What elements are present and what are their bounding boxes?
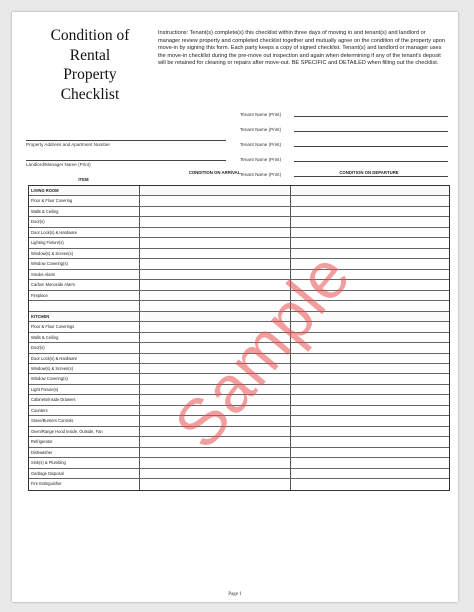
section-header-row xyxy=(29,186,449,196)
item-label: Window(s) & Screen(s) xyxy=(29,364,140,373)
tenant-name-field[interactable] xyxy=(240,109,448,118)
column-header-arrival: CONDITION ON ARRIVAL xyxy=(188,170,241,175)
arrival-condition-cell[interactable] xyxy=(140,259,291,268)
departure-condition-cell[interactable] xyxy=(291,259,449,268)
table-row xyxy=(29,217,449,227)
departure-condition-cell[interactable] xyxy=(291,427,449,436)
item-label: Walls & Ceiling xyxy=(29,333,140,342)
property-address-field[interactable]: Property Address and Apartment Number xyxy=(26,140,226,147)
departure-condition-cell[interactable] xyxy=(291,354,449,363)
table-row xyxy=(29,364,449,374)
item-label: Dishwasher xyxy=(29,448,140,457)
tenant-name-field[interactable] xyxy=(240,154,448,163)
arrival-condition-cell[interactable] xyxy=(140,291,291,300)
arrival-condition-cell[interactable] xyxy=(140,322,291,331)
item-label: KITCHEN xyxy=(29,312,140,321)
checklist-page xyxy=(12,12,458,602)
item-label: Oven/Range Hood Inside, Outside, Fan xyxy=(29,427,140,436)
arrival-condition-cell[interactable] xyxy=(140,364,291,373)
arrival-condition-cell[interactable] xyxy=(140,280,291,289)
departure-condition-cell[interactable] xyxy=(291,437,449,446)
tenant-name-label: Tenant Name (Print) xyxy=(240,172,282,177)
arrival-condition-cell[interactable] xyxy=(140,395,291,404)
tenant-name-label: Tenant Name (Print) xyxy=(240,157,282,162)
item-label: Refrigerator xyxy=(29,437,140,446)
table-row xyxy=(29,395,449,405)
departure-condition-cell[interactable] xyxy=(291,406,449,415)
arrival-condition-cell[interactable] xyxy=(140,228,291,237)
table-row xyxy=(29,354,449,364)
departure-condition-cell[interactable] xyxy=(291,280,449,289)
tenant-name-field[interactable] xyxy=(240,124,448,133)
item-label: Fireplace xyxy=(29,291,140,300)
arrival-condition-cell[interactable] xyxy=(140,301,291,310)
item-label: Window Covering(s) xyxy=(29,259,140,268)
departure-condition-cell[interactable] xyxy=(291,312,449,321)
departure-condition-cell[interactable] xyxy=(291,291,449,300)
table-row xyxy=(29,196,449,206)
item-label: Stove/Burners Controls xyxy=(29,416,140,425)
table-row xyxy=(29,469,449,479)
arrival-condition-cell[interactable] xyxy=(140,207,291,216)
departure-condition-cell[interactable] xyxy=(291,228,449,237)
section-header-row xyxy=(29,312,449,322)
departure-condition-cell[interactable] xyxy=(291,374,449,383)
departure-condition-cell[interactable] xyxy=(291,385,449,394)
departure-condition-cell[interactable] xyxy=(291,217,449,226)
item-label: Garbage Disposal xyxy=(29,469,140,478)
title-line: Checklist xyxy=(60,85,120,103)
column-header-item: ITEM xyxy=(78,177,89,182)
departure-condition-cell[interactable] xyxy=(291,196,449,205)
arrival-condition-cell[interactable] xyxy=(140,238,291,247)
departure-condition-cell[interactable] xyxy=(291,395,449,404)
item-label: Cabinets/Inside Drawers xyxy=(29,395,140,404)
arrival-condition-cell[interactable] xyxy=(140,374,291,383)
table-row xyxy=(29,249,449,259)
tenant-name-label: Tenant Name (Print) xyxy=(240,142,282,147)
departure-condition-cell[interactable] xyxy=(291,186,449,195)
arrival-condition-cell[interactable] xyxy=(140,270,291,279)
table-row xyxy=(29,385,449,395)
arrival-condition-cell[interactable] xyxy=(140,333,291,342)
column-header-departure: CONDITION ON DEPARTURE xyxy=(339,170,399,175)
table-row xyxy=(29,301,449,311)
page-number: Page 1 xyxy=(228,592,242,597)
title-line: Condition of xyxy=(50,27,130,44)
arrival-condition-cell[interactable] xyxy=(140,196,291,205)
arrival-condition-cell[interactable] xyxy=(140,427,291,436)
table-row xyxy=(29,448,449,458)
arrival-condition-cell[interactable] xyxy=(140,249,291,258)
table-row xyxy=(29,343,449,353)
arrival-condition-cell[interactable] xyxy=(140,312,291,321)
arrival-condition-cell[interactable] xyxy=(140,385,291,394)
item-label: LIVING ROOM xyxy=(29,186,140,195)
arrival-condition-cell[interactable] xyxy=(140,343,291,352)
item-label: Door(s) xyxy=(29,343,140,352)
tenant-name-label: Tenant Name (Print) xyxy=(240,127,282,132)
arrival-condition-cell[interactable] xyxy=(140,479,291,489)
instructions-text: Instructions: Tenant(s) complete(s) this checklist within three days of moving in and tenant(s) and landlord or manager review property and completed checklist together and mutually agree on the condition of the property upon move-in by signing this form. Each party keeps a copy of signed checklist. Tenant(s) and landlord or manager uses the move-in checklist during the pre-move out inspection and again when determining if any of the tenant's deposit will be retained for cleaning or repairs after move-out. BE SPECIFIC and DETAILED when filling out the checklist. xyxy=(158,30,446,67)
title-line: Rental xyxy=(69,46,111,64)
item-label: Door(s) xyxy=(29,217,140,226)
arrival-condition-cell[interactable] xyxy=(140,217,291,226)
departure-condition-cell[interactable] xyxy=(291,448,449,457)
departure-condition-cell[interactable] xyxy=(291,458,449,467)
document-title xyxy=(30,26,150,104)
item-label: Walls & Ceiling xyxy=(29,207,140,216)
arrival-condition-cell[interactable] xyxy=(140,469,291,478)
arrival-condition-cell[interactable] xyxy=(140,448,291,457)
departure-condition-cell[interactable] xyxy=(291,469,449,478)
departure-condition-cell[interactable] xyxy=(291,322,449,331)
departure-condition-cell[interactable] xyxy=(291,343,449,352)
departure-condition-cell[interactable] xyxy=(291,270,449,279)
table-row xyxy=(29,228,449,238)
item-label: Floor & Floor Covering xyxy=(29,196,140,205)
table-row xyxy=(29,322,449,332)
departure-condition-cell[interactable] xyxy=(291,364,449,373)
item-label: Smoke Alarm xyxy=(29,270,140,279)
departure-condition-cell[interactable] xyxy=(291,238,449,247)
item-label: Window(s) & Screen(s) xyxy=(29,249,140,258)
table-row xyxy=(29,270,449,280)
table-row xyxy=(29,291,449,301)
table-row xyxy=(29,280,449,290)
item-label: Carbon Monoxide Alarm xyxy=(29,280,140,289)
table-row xyxy=(29,207,449,217)
departure-condition-cell[interactable] xyxy=(291,249,449,258)
table-row xyxy=(29,374,449,384)
table-row xyxy=(29,458,449,468)
item-label xyxy=(29,301,140,310)
table-row xyxy=(29,238,449,248)
arrival-condition-cell[interactable] xyxy=(140,458,291,467)
item-label: Fire Extinguisher xyxy=(29,479,140,489)
departure-condition-cell[interactable] xyxy=(291,207,449,216)
checklist-table xyxy=(28,185,450,491)
table-row xyxy=(29,406,449,416)
departure-condition-cell[interactable] xyxy=(291,333,449,342)
item-label: Counters xyxy=(29,406,140,415)
arrival-condition-cell[interactable] xyxy=(140,437,291,446)
arrival-condition-cell[interactable] xyxy=(140,354,291,363)
table-row xyxy=(29,437,449,447)
table-row xyxy=(29,416,449,426)
item-label: Floor & Floor Coverings xyxy=(29,322,140,331)
landlord-name-field[interactable]: Landlord/Manager Name (Print) xyxy=(26,160,226,167)
arrival-condition-cell[interactable] xyxy=(140,406,291,415)
table-row xyxy=(29,333,449,343)
title-line: Property xyxy=(63,66,117,83)
item-label: Door Lock(s) & Hardware xyxy=(29,354,140,363)
table-row xyxy=(29,427,449,437)
departure-condition-cell[interactable] xyxy=(291,479,449,489)
tenant-name-field[interactable] xyxy=(240,139,448,148)
departure-condition-cell[interactable] xyxy=(291,301,449,310)
item-label: Lighting Fixture(s) xyxy=(29,238,140,247)
arrival-condition-cell[interactable] xyxy=(140,416,291,425)
table-row xyxy=(29,259,449,269)
arrival-condition-cell[interactable] xyxy=(140,186,291,195)
departure-condition-cell[interactable] xyxy=(291,416,449,425)
item-label: Door Lock(s) & Hardware xyxy=(29,228,140,237)
item-label: Light Fixture(s) xyxy=(29,385,140,394)
sample-watermark: Sample xyxy=(159,238,365,462)
table-row xyxy=(29,479,449,489)
item-label: Sink(s) & Plumbing xyxy=(29,458,140,467)
item-label: Window Covering(s) xyxy=(29,374,140,383)
tenant-name-label: Tenant Name (Print) xyxy=(240,112,282,117)
